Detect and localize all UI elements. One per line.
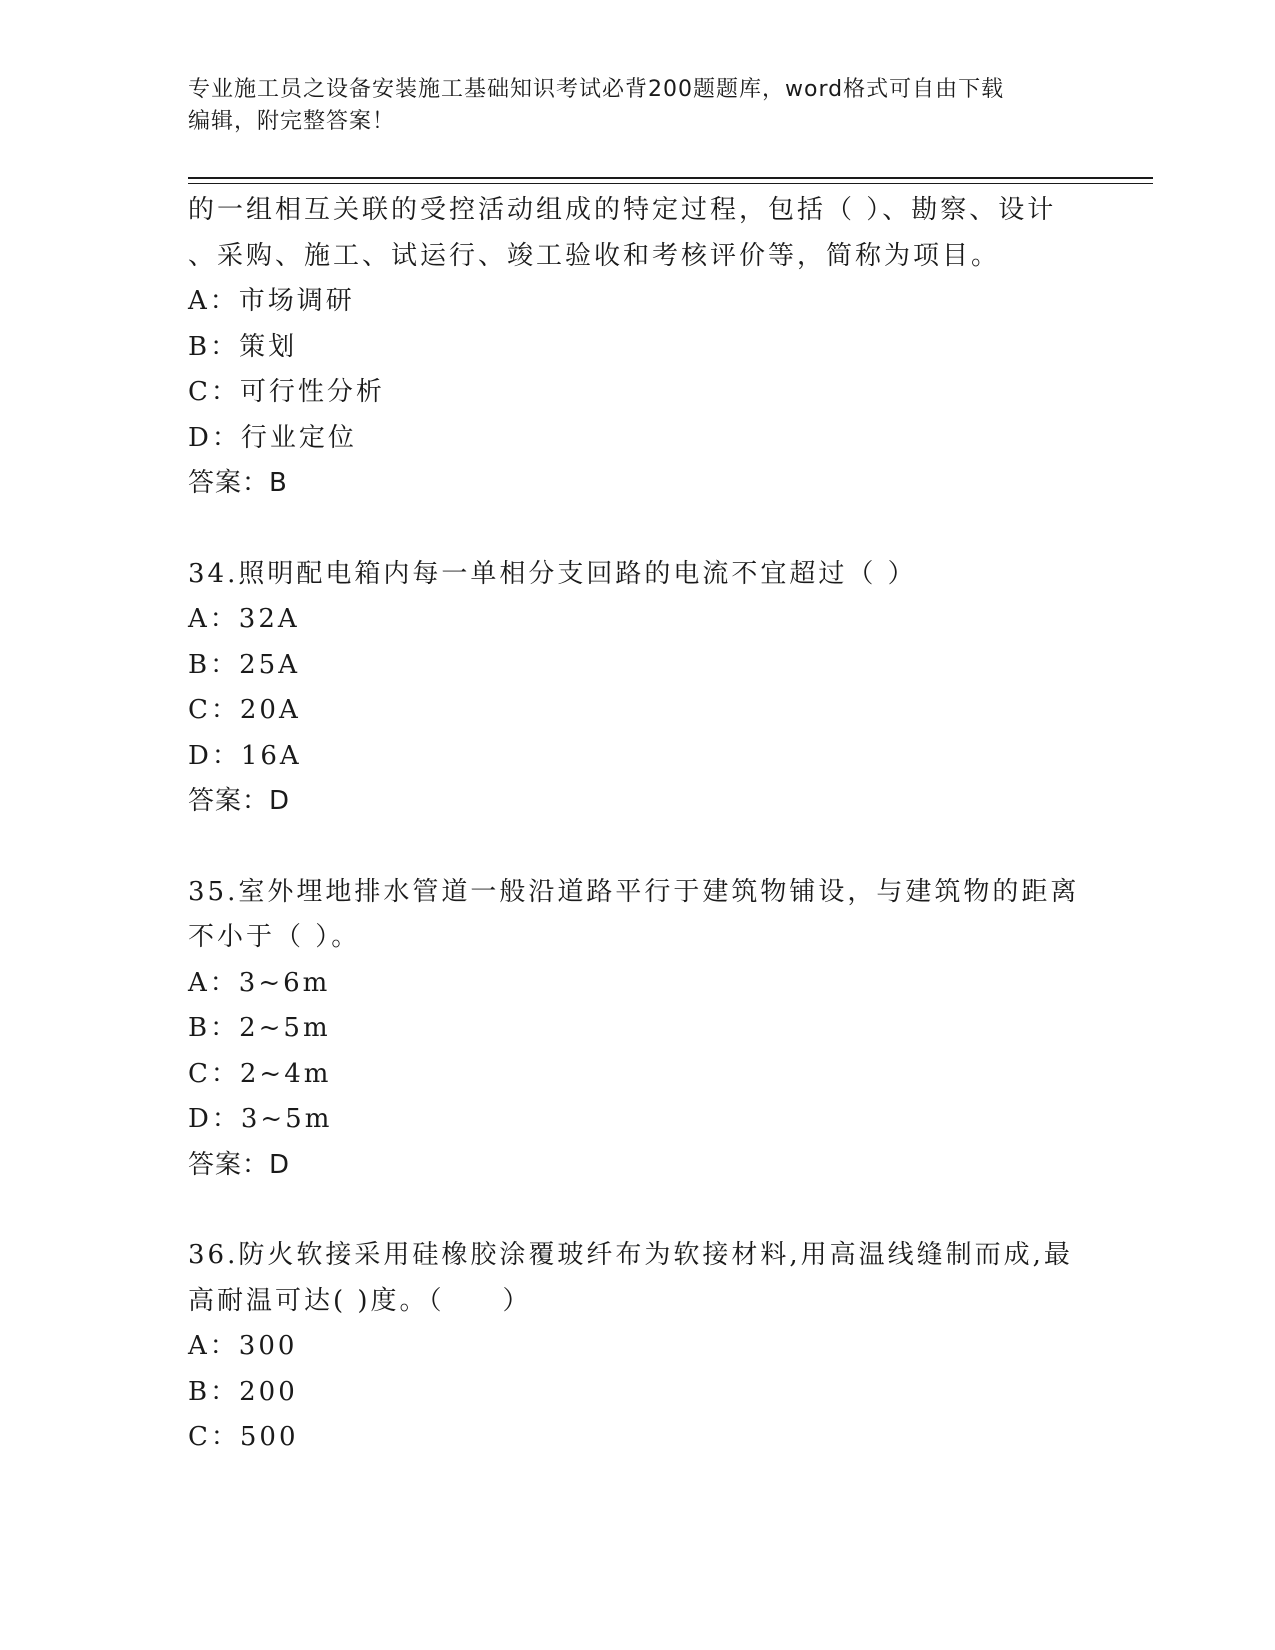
option-b: B：25A — [188, 649, 300, 680]
question-stem: 、采购、施工、试运行、竣工验收和考核评价等，简称为项目。 — [188, 240, 1001, 271]
spacer — [188, 507, 1088, 552]
question-stem: 的一组相互关联的受控活动组成的特定过程，包括（ ）、勘察、设计 — [188, 195, 1057, 225]
question-block — [188, 188, 1088, 507]
option-b: B：策划 — [188, 331, 298, 362]
option-b: B：200 — [188, 1376, 298, 1407]
answer-line: 答案：D — [188, 786, 291, 816]
header-line-2: 编辑，附完整答案！ — [188, 109, 396, 134]
header-divider — [188, 177, 1153, 184]
question-block — [188, 1233, 1088, 1461]
option-a: A：300 — [188, 1331, 298, 1361]
answer-line: 答案：B — [188, 468, 288, 498]
question-list — [188, 188, 1088, 1461]
option-d: D：行业定位 — [188, 422, 357, 453]
question-stem: 不小于（ ）。 — [188, 922, 361, 952]
document-header — [188, 74, 1088, 138]
question-block — [188, 552, 1088, 825]
option-d: D：3~5m — [188, 1104, 333, 1134]
option-c: C：可行性分析 — [188, 377, 385, 407]
option-c: C：20A — [188, 695, 301, 725]
option-a: A：市场调研 — [188, 286, 355, 316]
question-stem: 36.防火软接采用硅橡胶涂覆玻纤布为软接材料,用高温线缝制而成,最 — [188, 1240, 1073, 1270]
option-c: C：500 — [188, 1422, 299, 1452]
question-block — [188, 870, 1088, 1189]
spacer — [188, 825, 1088, 870]
option-d: D：16A — [188, 740, 302, 771]
spacer — [188, 1188, 1088, 1233]
answer-line: 答案：D — [188, 1149, 291, 1180]
header-line-1: 专业施工员之设备安装施工基础知识考试必背200题题库，word格式可自由下载 — [188, 77, 1005, 102]
option-b: B：2~5m — [188, 1013, 331, 1043]
question-stem: 高耐温可达( )度。（ ） — [188, 1285, 532, 1316]
question-stem: 35.室外埋地排水管道一般沿道路平行于建筑物铺设，与建筑物的距离 — [188, 876, 1080, 907]
option-a: A：32A — [188, 604, 300, 634]
option-c: C：2~4m — [188, 1058, 332, 1089]
question-stem: 34.照明配电箱内每一单相分支回路的电流不宜超过（ ） — [188, 558, 917, 589]
option-a: A：3~6m — [188, 967, 331, 998]
